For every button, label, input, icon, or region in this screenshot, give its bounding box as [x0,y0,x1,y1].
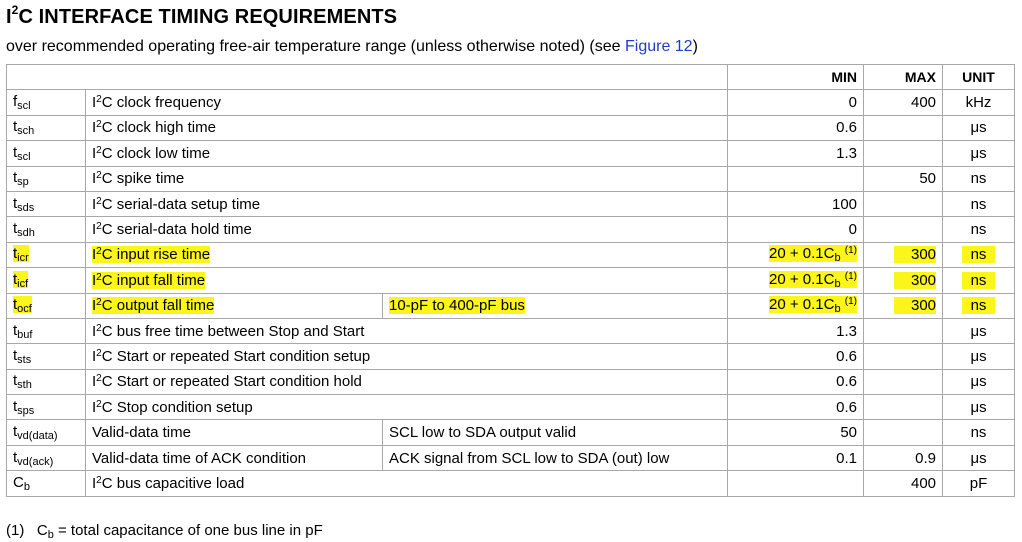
unit-value: μs [943,115,1015,140]
max-value: 400 [864,90,943,115]
footnote: (1) $C_b$ = total capacitance of one bus line in pF [6,522,323,541]
unit-value: μs [943,141,1015,166]
param-name: $I^2C$ bus capacitive load [86,471,728,496]
param-symbol: $t_{icf}$ [7,268,86,293]
test-condition: 10-pF to 400-pF bus [383,293,728,318]
unit-value: ns [943,293,1015,318]
unit-value: ns [943,217,1015,242]
min-value: 1.3 [728,318,864,343]
param-name: Valid-data time of ACK condition [86,445,383,470]
param-name: $I^2C$ clock low time [86,141,728,166]
header-min: MIN [728,65,864,90]
min-value: $20 + 0.1C_b$ $^{(1)}$ [728,293,864,318]
param-name: $I^2C$ Start or repeated Start condition hold [86,369,728,394]
table-row [7,344,1015,369]
param-symbol: $t_{sp}$ [7,166,86,191]
param-name: $I^2C$ clock high time [86,115,728,140]
unit-value: ns [943,166,1015,191]
min-value: 0.6 [728,344,864,369]
table-row [7,242,1015,267]
min-value: 0.1 [728,445,864,470]
section-subtitle: over recommended operating free-air temperature range (unless otherwise noted) (see Figure 12) [6,38,698,55]
max-value [864,217,943,242]
max-value [864,344,943,369]
max-value: 400 [864,471,943,496]
max-value: 0.9 [864,445,943,470]
min-value: 0.6 [728,115,864,140]
min-value: $20 + 0.1C_b$ $^{(1)}$ [728,242,864,267]
max-value [864,369,943,394]
unit-value: ns [943,420,1015,445]
min-value [728,471,864,496]
unit-value: ns [943,242,1015,267]
unit-value: kHz [943,90,1015,115]
unit-value: μs [943,318,1015,343]
table-row [7,445,1015,470]
min-value: 0.6 [728,369,864,394]
table-row [7,471,1015,496]
param-name: $I^2C$ Start or repeated Start condition setup [86,344,728,369]
min-value: 0 [728,217,864,242]
param-symbol: $C_b$ [7,471,86,496]
unit-value: ns [943,191,1015,216]
max-value [864,191,943,216]
param-name: Valid-data time [86,420,383,445]
unit-value: μs [943,369,1015,394]
param-symbol: $t_{scl}$ [7,141,86,166]
param-name: $I^2C$ spike time [86,166,728,191]
param-symbol: $t_{sds}$ [7,191,86,216]
unit-value: μs [943,445,1015,470]
table-row [7,420,1015,445]
param-symbol: $t_{vd(ack)}$ [7,445,86,470]
table-row [7,395,1015,420]
table-row [7,166,1015,191]
section-title: $I^2C$ INTERFACE TIMING REQUIREMENTS [6,3,398,28]
min-value: 50 [728,420,864,445]
param-name: $I^2C$ input fall time [86,268,728,293]
max-value [864,115,943,140]
min-value: 1.3 [728,141,864,166]
max-value: 300 [864,242,943,267]
unit-value: pF [943,471,1015,496]
unit-value: μs [943,344,1015,369]
min-value: 0 [728,90,864,115]
param-name: $I^2C$ output fall time [86,293,383,318]
param-symbol: $t_{sts}$ [7,344,86,369]
param-name: $I^2C$ bus free time between Stop and Start [86,318,728,343]
param-symbol: $t_{sdh}$ [7,217,86,242]
timing-table [6,64,1015,497]
table-row [7,318,1015,343]
table-row [7,217,1015,242]
table-row [7,90,1015,115]
param-symbol: $t_{buf}$ [7,318,86,343]
test-condition: ACK signal from SCL low to SDA (out) low [383,445,728,470]
param-name: $I^2C$ serial-data setup time [86,191,728,216]
figure-12-link[interactable]: Figure 12 [624,38,693,55]
table-row [7,115,1015,140]
param-symbol: $t_{icr}$ [7,242,86,267]
param-symbol: $t_{sps}$ [7,395,86,420]
param-symbol: $t_{vd(data)}$ [7,420,86,445]
max-value: 50 [864,166,943,191]
test-condition: SCL low to SDA output valid [383,420,728,445]
unit-value: μs [943,395,1015,420]
max-value [864,395,943,420]
table-header-row [7,65,1015,90]
table-row [7,293,1015,318]
table-row [7,141,1015,166]
header-unit: UNIT [943,65,1015,90]
min-value: 0.6 [728,395,864,420]
param-symbol: $t_{ocf}$ [7,293,86,318]
param-name: $I^2C$ input rise time [86,242,728,267]
header-blank [7,65,728,90]
max-value: 300 [864,268,943,293]
table-row [7,369,1015,394]
max-value [864,141,943,166]
param-symbol: $t_{sth}$ [7,369,86,394]
max-value [864,318,943,343]
param-symbol: $f_{scl}$ [7,90,86,115]
header-max: MAX [864,65,943,90]
max-value [864,420,943,445]
unit-value: ns [943,268,1015,293]
max-value: 300 [864,293,943,318]
min-value: $20 + 0.1C_b$ $^{(1)}$ [728,268,864,293]
min-value: 100 [728,191,864,216]
table-row [7,191,1015,216]
min-value [728,166,864,191]
param-symbol: $t_{sch}$ [7,115,86,140]
param-name: $I^2C$ serial-data hold time [86,217,728,242]
table-row [7,268,1015,293]
param-name: $I^2C$ clock frequency [86,90,728,115]
param-name: $I^2C$ Stop condition setup [86,395,728,420]
